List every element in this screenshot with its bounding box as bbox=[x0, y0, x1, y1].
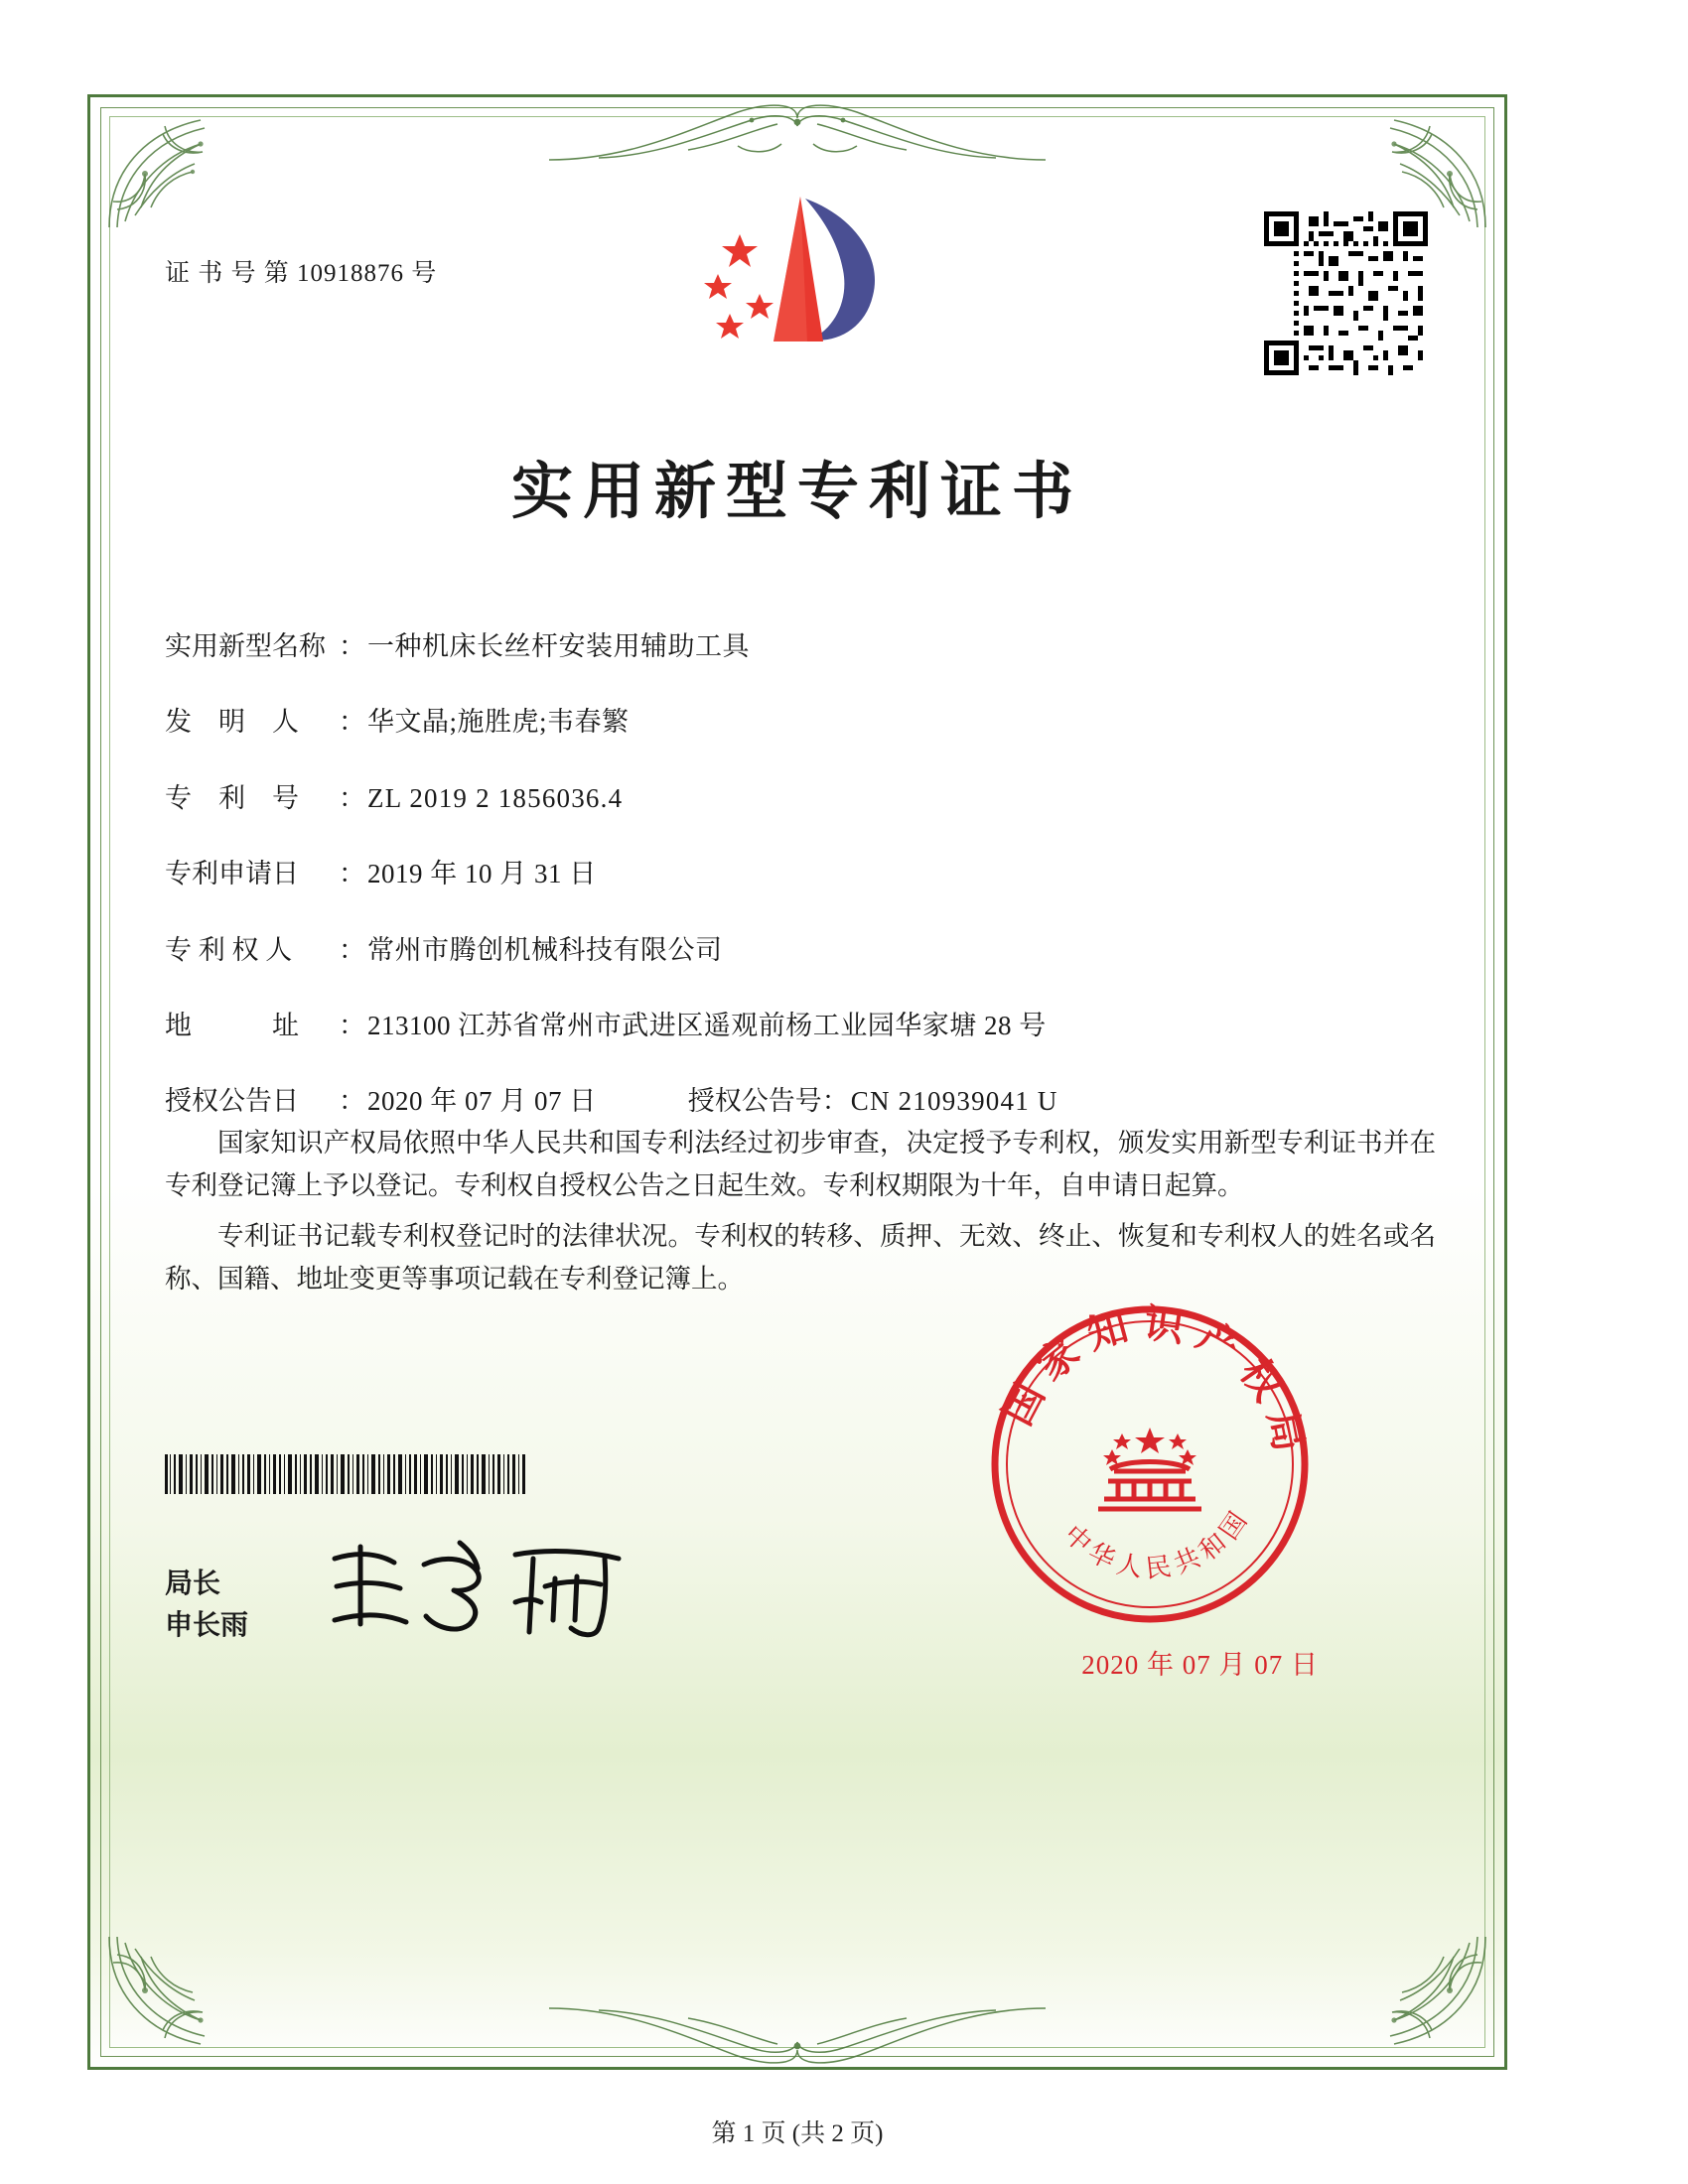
paragraph-2: 专利证书记载专利权登记时的法律状况。专利权的转移、质押、无效、终止、恢复和专利权人的姓名或名称、国籍、地址变更等事项记载在专利登记簿上。 bbox=[165, 1220, 1436, 1294]
body-text bbox=[165, 1122, 1436, 1308]
page-indicator: 第 1 页 (共 2 页) bbox=[711, 2120, 884, 2147]
field-label: 专 利 号 bbox=[165, 782, 299, 813]
field-value: 213100 江苏省常州市武进区遥观前杨工业园华家塘 28 号 bbox=[367, 1010, 1047, 1040]
grant-number-label: 授权公告号 bbox=[687, 1086, 822, 1117]
page-title: 实用新型专利证书 bbox=[510, 455, 1083, 527]
field-inventors bbox=[165, 706, 1438, 738]
seal-date: 2020 年 07 月 07 日 bbox=[1081, 1650, 1319, 1680]
field-label: 专利申请日 bbox=[165, 859, 299, 889]
official-seal bbox=[986, 1300, 1314, 1628]
corner-ornament-icon bbox=[105, 112, 254, 231]
field-grant-announcement bbox=[165, 1085, 1438, 1117]
field-patent-number bbox=[165, 782, 1438, 814]
field-address bbox=[165, 1010, 1438, 1041]
svg-text:国家知识产权局: 国家知识产权局 bbox=[993, 1300, 1314, 1467]
svg-text:中华人民共和国: 中华人民共和国 bbox=[1057, 1502, 1257, 1585]
grant-number-value: CN 210939041 U bbox=[850, 1086, 1058, 1117]
field-colon: ： bbox=[339, 934, 365, 965]
grant-date-value: 2020 年 07 月 07 日 bbox=[367, 1086, 597, 1117]
field-value: 华文晶;施胜虎;韦春繁 bbox=[367, 707, 630, 738]
field-label: 专 利 权 人 bbox=[165, 934, 293, 965]
field-colon: ： bbox=[339, 1086, 365, 1117]
director-signature bbox=[321, 1529, 648, 1648]
field-utility-model-name bbox=[165, 630, 1438, 662]
field-value: 常州市腾创机械科技有限公司 bbox=[367, 934, 723, 965]
grant-date-label: 授权公告日 bbox=[165, 1086, 299, 1117]
cnipa-logo-icon bbox=[688, 189, 907, 377]
barcode bbox=[165, 1454, 532, 1494]
top-flourish-icon bbox=[539, 100, 1055, 172]
corner-ornament-icon bbox=[1340, 1933, 1489, 2052]
field-colon: ： bbox=[339, 631, 365, 661]
qr-code-icon bbox=[1264, 211, 1428, 375]
certificate-card bbox=[87, 94, 1507, 2147]
field-colon: ： bbox=[339, 1010, 365, 1040]
bottom-flourish-icon bbox=[539, 1996, 1055, 2068]
paragraph-1: 国家知识产权局依照中华人民共和国专利法经过初步审查，决定授予专利权，颁发实用新型专利证书并在专利登记簿上予以登记。专利权自授权公告之日起生效。专利权期限为十年，自申请日起算。 bbox=[165, 1128, 1436, 1200]
field-label: 发 明 人 bbox=[165, 707, 299, 738]
field-application-date bbox=[165, 858, 1438, 889]
director-info bbox=[165, 1564, 248, 1647]
corner-ornament-icon bbox=[105, 1933, 254, 2052]
field-label: 实用新型名称 bbox=[165, 631, 326, 661]
field-value: 一种机床长丝杆安装用辅助工具 bbox=[367, 631, 750, 661]
field-list bbox=[165, 630, 1438, 1161]
field-value: 2019 年 10 月 31 日 bbox=[367, 859, 597, 889]
field-colon: ： bbox=[821, 1086, 849, 1117]
field-patentee bbox=[165, 934, 1438, 966]
field-value: ZL 2019 2 1856036.4 bbox=[367, 782, 624, 813]
director-title: 局长 bbox=[165, 1569, 221, 1599]
field-colon: ： bbox=[339, 859, 365, 889]
field-colon: ： bbox=[339, 707, 365, 738]
director-name: 申长雨 bbox=[165, 1610, 249, 1641]
field-label: 地 址 bbox=[165, 1010, 299, 1040]
field-colon: ： bbox=[339, 782, 365, 813]
certificate-number: 证 书 号 第 10918876 号 bbox=[165, 260, 438, 287]
